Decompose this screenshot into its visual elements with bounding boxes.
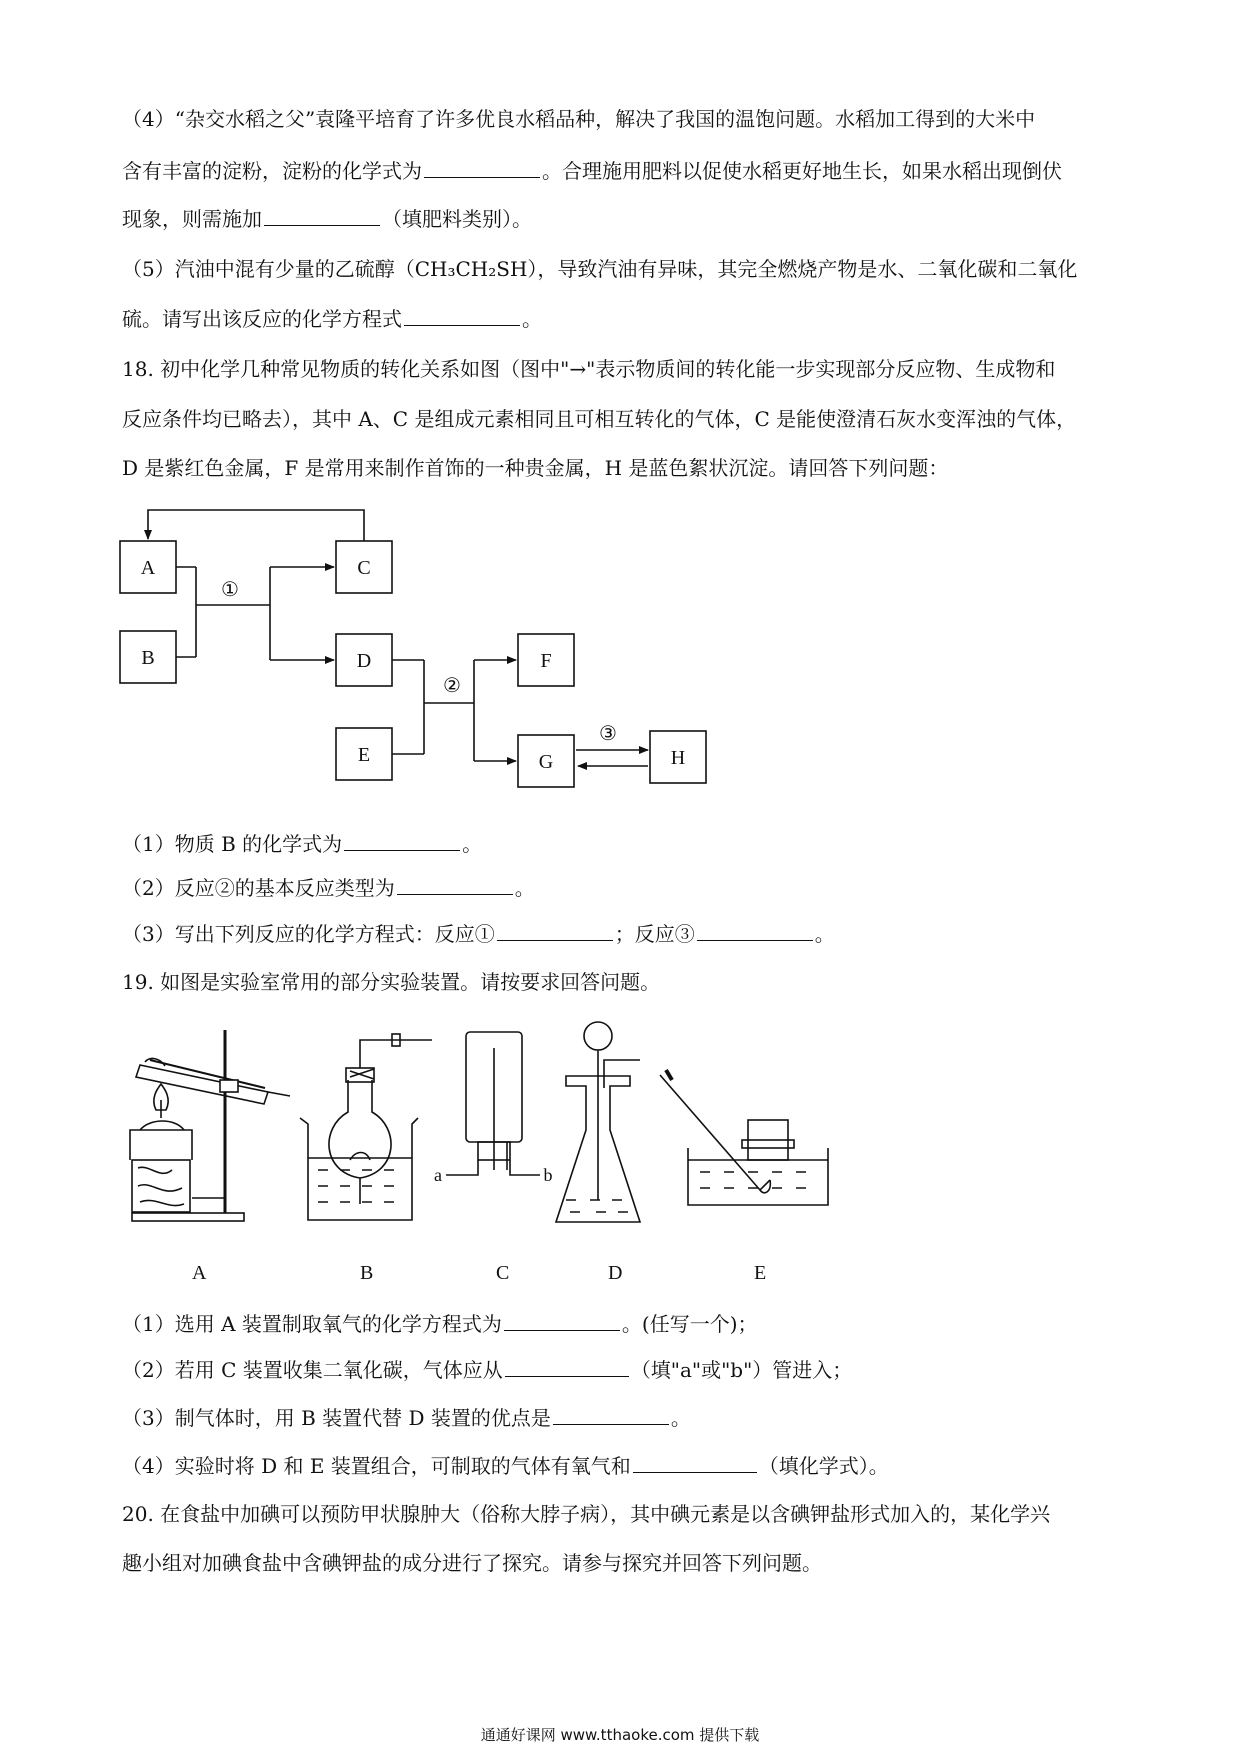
reaction-marker-3: ③	[599, 723, 617, 745]
page-footer: 通通好课网 www.tthaoke.com 提供下载	[480, 1726, 760, 1744]
q17-p5-line1: （5）汽油中混有少量的乙硫醇（CH₃CH₂SH），导致汽油有异味，其完全燃烧产物是水、二氧化碳和二氧化	[122, 257, 1078, 281]
q18-sub3-mid: ；反应③	[614, 922, 695, 946]
q19-sub4	[122, 1452, 889, 1479]
apparatus-label-e: E	[754, 1262, 767, 1284]
q17-p4-line2-text-b: 。合理施用肥料以促使水稻更好地生长，如果水稻出现倒伏	[542, 159, 1062, 183]
node-label-a: A	[140, 557, 156, 579]
q18-sub3	[122, 920, 835, 947]
apparatus-label-a: A	[192, 1262, 207, 1284]
q19-sub1	[122, 1310, 758, 1337]
q19-sub2-text: （2）若用 C 装置收集二氧化碳，气体应从	[122, 1358, 503, 1382]
q20-line2: 趣小组对加碘食盐中含碘钾盐的成分进行了探究。请参与探究并回答下列问题。	[122, 1551, 822, 1575]
apparatus-c	[446, 1032, 540, 1175]
q18-sub3-end: 。	[814, 922, 835, 946]
q19-sub4-end: （填化学式）。	[758, 1454, 889, 1478]
node-label-e: E	[357, 744, 371, 766]
q19-sub3	[122, 1404, 691, 1431]
q18-conversion-diagram	[0, 0, 1240, 800]
node-label-f: F	[540, 650, 552, 672]
answer-blank-b-formula[interactable]	[344, 830, 460, 851]
reaction-marker-1: ①	[221, 579, 239, 601]
answer-blank-reaction3[interactable]	[697, 920, 813, 941]
q19-sub4-text: （4）实验时将 D 和 E 装置组合，可制取的气体有氧气和	[122, 1454, 631, 1478]
q19-sub3-end: 。	[670, 1406, 691, 1430]
apparatus-b	[300, 1034, 432, 1220]
port-b-label: b	[543, 1165, 553, 1185]
apparatus-label-c: C	[496, 1262, 510, 1284]
q18-stem-line1: 18. 初中化学几种常见物质的转化关系如图（图中"→"表示物质间的转化能一步实现部分反应物、生成物和	[122, 357, 1056, 381]
node-label-c: C	[357, 557, 371, 579]
q19-apparatus-figure	[0, 1000, 1240, 1240]
q17-p4-line3-text-b: （填肥料类别）。	[382, 207, 532, 231]
q17-p5-line2-text-b: 。	[522, 307, 542, 331]
q18-stem-line2: 反应条件均已略去），其中 A、C 是组成元素相同且可相互转化的气体，C 是能使澄清石灰水变浑浊的气体，	[122, 407, 1077, 431]
q17-p5-line2-text: 硫。请写出该反应的化学方程式	[122, 307, 402, 331]
q19-sub3-text: （3）制气体时，用 B 装置代替 D 装置的优点是	[122, 1406, 551, 1430]
q19-sub2-end: （填"a"或"b"）管进入；	[630, 1358, 853, 1382]
apparatus-label-d: D	[608, 1262, 623, 1284]
port-a-label: a	[434, 1165, 442, 1185]
arrow-c-to-a	[148, 510, 364, 541]
q18-sub2	[122, 874, 535, 901]
answer-blank-gas-formula[interactable]	[633, 1452, 757, 1473]
q18-sub2-text: （2）反应②的基本反应类型为	[122, 876, 395, 900]
q17-p4-line2-text: 含有丰富的淀粉，淀粉的化学式为	[122, 159, 422, 183]
apparatus-d	[556, 1022, 640, 1222]
q18-sub3-text: （3）写出下列反应的化学方程式：反应①	[122, 922, 495, 946]
q18-sub1-text: （1）物质 B 的化学式为	[122, 832, 343, 856]
q19-sub1-end: 。(任写一个)；	[621, 1312, 758, 1336]
apparatus-label-b: B	[360, 1262, 374, 1284]
q20-line1: 20. 在食盐中加碘可以预防甲状腺肿大（俗称大脖子病），其中碘元素是以含碘钾盐形式加入的，某化学兴	[122, 1502, 1051, 1526]
answer-blank-oxygen-equation[interactable]	[504, 1310, 620, 1331]
q18-stem-line3: D 是紫红色金属，F 是常用来制作首饰的一种贵金属，H 是蓝色絮状沉淀。请回答下列问题：	[122, 456, 949, 480]
answer-blank-reaction-type[interactable]	[397, 874, 513, 895]
answer-blank-tube-choice[interactable]	[505, 1356, 629, 1377]
node-label-g: G	[538, 751, 554, 773]
q19-stem: 19. 如图是实验室常用的部分实验装置。请按要求回答问题。	[122, 970, 661, 994]
q18-sub1-end: 。	[462, 832, 483, 856]
reaction-marker-2: ②	[443, 675, 461, 697]
apparatus-a	[130, 1030, 290, 1221]
q19-sub1-text: （1）选用 A 装置制取氧气的化学方程式为	[122, 1312, 502, 1336]
q17-p4-line3-text: 现象，则需施加	[122, 207, 262, 231]
q17-p4-line1: （4）“杂交水稻之父”袁隆平培育了许多优良水稻品种，解决了我国的温饱问题。水稻加工得到的大米中	[122, 107, 1036, 131]
node-label-d: D	[356, 650, 372, 672]
q18-sub1	[122, 830, 482, 857]
answer-blank-advantage[interactable]	[553, 1404, 669, 1425]
q18-sub2-end: 。	[514, 876, 535, 900]
apparatus-e	[660, 1070, 828, 1205]
answer-blank-reaction1[interactable]	[497, 920, 613, 941]
node-label-h: H	[670, 747, 686, 769]
node-label-b: B	[141, 647, 155, 669]
q19-sub2	[122, 1356, 852, 1383]
